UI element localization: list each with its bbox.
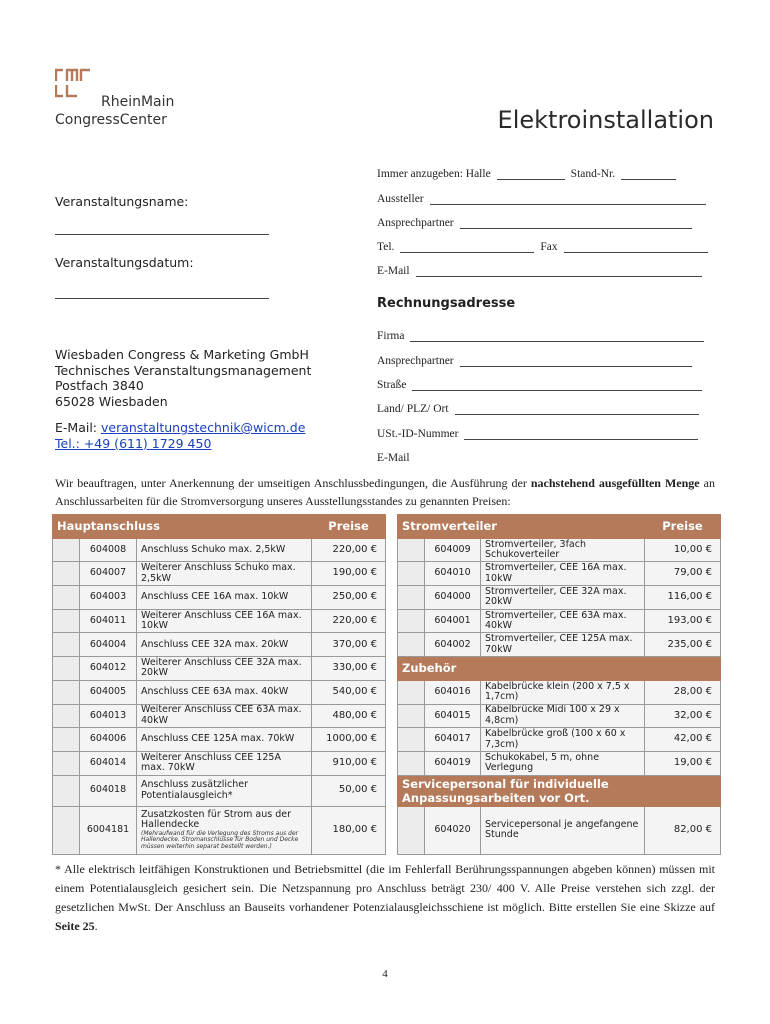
field-tel-fax[interactable] <box>377 241 708 253</box>
article-description <box>481 806 645 854</box>
contact-block <box>55 420 305 451</box>
logo-text-line2: CongressCenter <box>55 112 167 128</box>
article-note: (Mehraufwand für die Verlegung des Stroms aus der Hallendecke. Stromanschlüsse für Boden und Decke müssen weiterhin separat bestellt werden.) <box>141 829 299 850</box>
table-row <box>398 728 721 752</box>
table-row <box>53 775 386 806</box>
field-firma[interactable] <box>377 330 704 342</box>
article-description <box>137 538 312 562</box>
table-header-stromverteiler: Stromverteiler <box>398 515 645 539</box>
article-price: 19,00 € <box>645 751 721 775</box>
quantity-cell[interactable] <box>398 562 425 586</box>
article-price: 180,00 € <box>312 806 386 854</box>
article-description-text: Anschluss CEE 63A max. 40kW <box>141 685 289 697</box>
field-billing-ansprechpartner[interactable] <box>377 355 692 367</box>
table-row <box>53 657 386 681</box>
input-stand-line[interactable] <box>621 171 676 180</box>
article-price: 28,00 € <box>645 680 721 704</box>
table-row <box>398 609 721 633</box>
article-description-text: Stromverteiler, 3fach Schukoverteiler <box>485 538 586 561</box>
article-description-text: Stromverteiler, CEE 16A max. 10kW <box>485 562 627 584</box>
article-price: 193,00 € <box>645 609 721 633</box>
quantity-cell[interactable] <box>53 609 80 633</box>
article-price: 82,00 € <box>645 806 721 854</box>
article-description-text: Stromverteiler, CEE 32A max. 20kW <box>485 585 627 608</box>
table-row <box>398 586 721 610</box>
address-line: Wiesbaden Congress & Marketing GmbH <box>55 347 309 362</box>
article-code: 604014 <box>80 751 137 775</box>
quantity-cell[interactable] <box>53 728 80 752</box>
article-price: 330,00 € <box>312 657 386 681</box>
quantity-cell[interactable] <box>53 562 80 586</box>
table-hauptanschluss <box>52 514 386 855</box>
article-price: 370,00 € <box>312 633 386 657</box>
input-event-date-line[interactable] <box>55 298 269 299</box>
intro-text-1: Wir beauftragen, unter Anerkennung der umseitigen Anschlussbedingungen, die Ausführung der <box>55 476 531 490</box>
page-number: 4 <box>382 968 388 980</box>
article-description <box>137 704 312 728</box>
article-description-text: Weiterer Anschluss CEE 16A max. 10kW <box>141 609 302 632</box>
table-header-hauptanschluss: Hauptanschluss <box>53 515 312 539</box>
article-code: 604005 <box>80 680 137 704</box>
article-code: 604009 <box>425 538 481 562</box>
article-description <box>481 562 645 586</box>
article-description <box>481 609 645 633</box>
address-line: Postfach 3840 <box>55 378 144 393</box>
table-row <box>53 609 386 633</box>
table-row <box>398 806 721 854</box>
table-row <box>398 633 721 657</box>
article-description-text: Servicepersonal je angefangene Stunde <box>485 818 639 841</box>
table-row <box>53 728 386 752</box>
table-row <box>53 538 386 562</box>
article-code: 604007 <box>80 562 137 586</box>
table-row <box>53 633 386 657</box>
quantity-cell[interactable] <box>398 609 425 633</box>
article-description-text: Anschluss CEE 32A max. 20kW <box>141 638 289 650</box>
intro-paragraph <box>55 474 715 510</box>
quantity-cell[interactable] <box>398 586 425 610</box>
label-halle: Immer anzugeben: Halle <box>377 168 491 180</box>
input-email-line[interactable] <box>416 268 702 277</box>
table-section-row <box>398 775 721 806</box>
table-header-preise: Preise <box>312 515 386 539</box>
label-event-name: Veranstaltungsname: <box>55 194 189 209</box>
label-email: E-Mail <box>377 265 410 277</box>
quantity-cell[interactable] <box>398 538 425 562</box>
article-code: 604019 <box>425 751 481 775</box>
article-description <box>137 633 312 657</box>
article-code: 604008 <box>80 538 137 562</box>
address-block <box>55 347 311 409</box>
footnote-page-ref: Seite 25 <box>55 919 95 933</box>
field-ansprechpartner[interactable] <box>377 217 692 229</box>
address-line: Technisches Veranstaltungsmanagement <box>55 362 312 378</box>
field-strasse[interactable] <box>377 379 702 391</box>
label-tel: Tel. <box>377 241 395 253</box>
article-code: 604016 <box>425 680 481 704</box>
quantity-cell[interactable] <box>53 633 80 657</box>
label-aussteller: Aussteller <box>377 193 424 205</box>
field-email[interactable] <box>377 265 702 277</box>
input-aussteller-line[interactable] <box>430 196 706 205</box>
label-ust: USt.-ID-Nummer <box>377 428 459 440</box>
article-description-text: Zusatzkosten für Strom aus der Hallendecke <box>141 808 291 831</box>
input-billing-ansprechpartner-line[interactable] <box>460 358 692 367</box>
input-fax-line[interactable] <box>564 244 708 253</box>
intro-text-bold: nachstehend ausgefüllten Menge <box>530 476 700 490</box>
article-code: 604000 <box>425 586 481 610</box>
table-header-preise: Preise <box>645 515 721 539</box>
article-price: 540,00 € <box>312 680 386 704</box>
quantity-cell[interactable] <box>53 704 80 728</box>
article-code: 604012 <box>80 657 137 681</box>
label-billing-ansprechpartner: Ansprechpartner <box>377 355 454 367</box>
input-tel-line[interactable] <box>400 244 534 253</box>
footnote <box>55 860 715 936</box>
article-price: 220,00 € <box>312 609 386 633</box>
input-event-name-line[interactable] <box>55 234 269 235</box>
logo-text-line1: RheinMain <box>101 94 175 110</box>
quantity-cell[interactable] <box>53 806 80 854</box>
input-halle-line[interactable] <box>497 171 565 180</box>
table-row <box>398 680 721 704</box>
field-aussteller[interactable] <box>377 193 706 205</box>
quantity-cell[interactable] <box>398 728 425 752</box>
article-description <box>481 586 645 610</box>
article-description <box>137 806 312 854</box>
quantity-cell[interactable] <box>53 538 80 562</box>
article-description <box>481 704 645 728</box>
label-event-date: Veranstaltungsdatum: <box>55 255 194 270</box>
input-ort-line[interactable] <box>455 406 699 415</box>
footnote-end: . <box>94 919 98 933</box>
quantity-cell[interactable] <box>398 704 425 728</box>
article-description <box>137 657 312 681</box>
article-description-text: Kabelbrücke Midi 100 x 29 x 4,8cm) <box>485 704 620 726</box>
article-description <box>481 633 645 657</box>
article-description-text: Anschluss CEE 125A max. 70kW <box>141 733 295 745</box>
article-price: 220,00 € <box>312 538 386 562</box>
article-description-text: Stromverteiler, CEE 125A max. 70kW <box>485 633 633 655</box>
table-row <box>53 586 386 610</box>
article-code: 604017 <box>425 728 481 752</box>
logo-mark-icon <box>55 68 91 98</box>
article-description <box>137 586 312 610</box>
table-stromverteiler <box>397 514 721 855</box>
article-description <box>481 680 645 704</box>
article-description-text: Anschluss zusätzlicher Potentialausgleich* <box>141 779 249 801</box>
article-price: 910,00 € <box>312 751 386 775</box>
phone-link[interactable]: Tel.: +49 (611) 1729 450 <box>55 435 212 451</box>
table-row <box>398 562 721 586</box>
article-description-text: Anschluss CEE 16A max. 10kW <box>141 591 289 603</box>
quantity-cell[interactable] <box>398 680 425 704</box>
article-code: 604002 <box>425 633 481 657</box>
table-header-zubehoer: Zubehör <box>398 657 645 681</box>
article-description-text: Kabelbrücke groß (100 x 60 x 7,3cm) <box>485 728 626 750</box>
table-row <box>398 538 721 562</box>
article-code: 604003 <box>80 586 137 610</box>
input-ust-line[interactable] <box>464 431 698 440</box>
intro-text-2: an Anschlussarbeiten für die Stromversorgung unseres Ausstellungsstandes zu genannten Preisen: <box>55 476 716 508</box>
article-code: 604010 <box>425 562 481 586</box>
page-title: Elektroinstallation <box>497 106 714 134</box>
article-description <box>137 562 312 586</box>
email-link[interactable]: veranstaltungstechnik@wicm.de <box>100 420 306 435</box>
footnote-text: * Alle elektrisch leitfähigen Konstruktionen und Betriebsmittel (die im Fehlerfall Berührungsspannungen abgeben können) müssen mit einem Potentialausgleich gesichert sein. Die Netzspannung pro Anschluss beträgt 230/ 400 V. Alle Preise verstehen sich zzgl. der gesetzlichen MwSt. Der Anschluss an Bauseits vorhandener Potenzialausgleichsschiene ist möglich. Bitte erstellen Sie eine Skizze auf <box>55 862 715 914</box>
label-firma: Firma <box>377 330 405 342</box>
field-ust[interactable] <box>377 428 698 440</box>
quantity-cell[interactable] <box>398 751 425 775</box>
article-description-text: Anschluss Schuko max. 2,5kW <box>141 543 286 555</box>
article-description <box>481 751 645 775</box>
quantity-cell[interactable] <box>398 806 425 854</box>
article-code: 604004 <box>80 633 137 657</box>
article-code: 6004181 <box>80 806 137 854</box>
section-header-price-cell <box>645 657 721 681</box>
article-price: 79,00 € <box>645 562 721 586</box>
article-price: 480,00 € <box>312 704 386 728</box>
input-strasse-line[interactable] <box>412 382 702 391</box>
article-description <box>137 728 312 752</box>
table-section-row <box>398 657 721 681</box>
article-price: 116,00 € <box>645 586 721 610</box>
article-price: 190,00 € <box>312 562 386 586</box>
article-description <box>481 728 645 752</box>
label-fax: Fax <box>540 241 558 253</box>
table-row <box>398 751 721 775</box>
article-description-text: Weiterer Anschluss CEE 125A max. 70kW <box>141 751 281 774</box>
quantity-cell[interactable] <box>53 680 80 704</box>
article-description <box>137 775 312 806</box>
article-code: 604001 <box>425 609 481 633</box>
article-description <box>481 538 645 562</box>
address-line: 65028 Wiesbaden <box>55 393 168 409</box>
article-description <box>137 609 312 633</box>
quantity-cell[interactable] <box>398 633 425 657</box>
article-description-text: Stromverteiler, CEE 63A max. 40kW <box>485 609 627 632</box>
field-billing-email[interactable] <box>377 452 410 464</box>
quantity-cell[interactable] <box>53 751 80 775</box>
article-price: 235,00 € <box>645 633 721 657</box>
table-header-servicepersonal: Servicepersonal für individuelle Anpassungsarbeiten vor Ort. <box>398 775 721 806</box>
label-stand: Stand-Nr. <box>570 168 616 180</box>
article-code: 604013 <box>80 704 137 728</box>
article-description-text: Weiterer Anschluss CEE 32A max. 20kW <box>141 656 302 679</box>
article-description <box>137 680 312 704</box>
article-price: 32,00 € <box>645 704 721 728</box>
email-label: E-Mail: <box>55 420 101 435</box>
article-code: 604020 <box>425 806 481 854</box>
article-description <box>137 751 312 775</box>
article-price: 1000,00 € <box>312 728 386 752</box>
article-description-text: Kabelbrücke klein (200 x 7,5 x 1,7cm) <box>485 680 630 703</box>
table-row <box>53 680 386 704</box>
label-ort: Land/ PLZ/ Ort <box>377 403 449 415</box>
article-description-text: Weiterer Anschluss CEE 63A max. 40kW <box>141 704 302 726</box>
table-row <box>53 751 386 775</box>
quantity-cell[interactable] <box>53 586 80 610</box>
field-ort[interactable] <box>377 403 699 415</box>
article-price: 250,00 € <box>312 586 386 610</box>
article-description-text: Schukokabel, 5 m, ohne Verlegung <box>485 751 600 774</box>
label-billing-email: E-Mail <box>377 452 410 464</box>
article-code: 604018 <box>80 775 137 806</box>
label-strasse: Straße <box>377 379 407 391</box>
label-ansprechpartner: Ansprechpartner <box>377 217 454 229</box>
input-ansprechpartner-line[interactable] <box>460 220 692 229</box>
article-price: 10,00 € <box>645 538 721 562</box>
table-row <box>53 704 386 728</box>
table-row <box>53 562 386 586</box>
table-row <box>398 704 721 728</box>
field-halle[interactable] <box>377 168 676 180</box>
quantity-cell[interactable] <box>53 775 80 806</box>
article-price: 42,00 € <box>645 728 721 752</box>
article-code: 604011 <box>80 609 137 633</box>
article-code: 604006 <box>80 728 137 752</box>
input-firma-line[interactable] <box>410 333 704 342</box>
article-description-text: Weiterer Anschluss Schuko max. 2,5kW <box>141 562 296 584</box>
billing-title: Rechnungsadresse <box>377 296 516 311</box>
table-row <box>53 806 386 854</box>
article-code: 604015 <box>425 704 481 728</box>
quantity-cell[interactable] <box>53 657 80 681</box>
article-price: 50,00 € <box>312 775 386 806</box>
